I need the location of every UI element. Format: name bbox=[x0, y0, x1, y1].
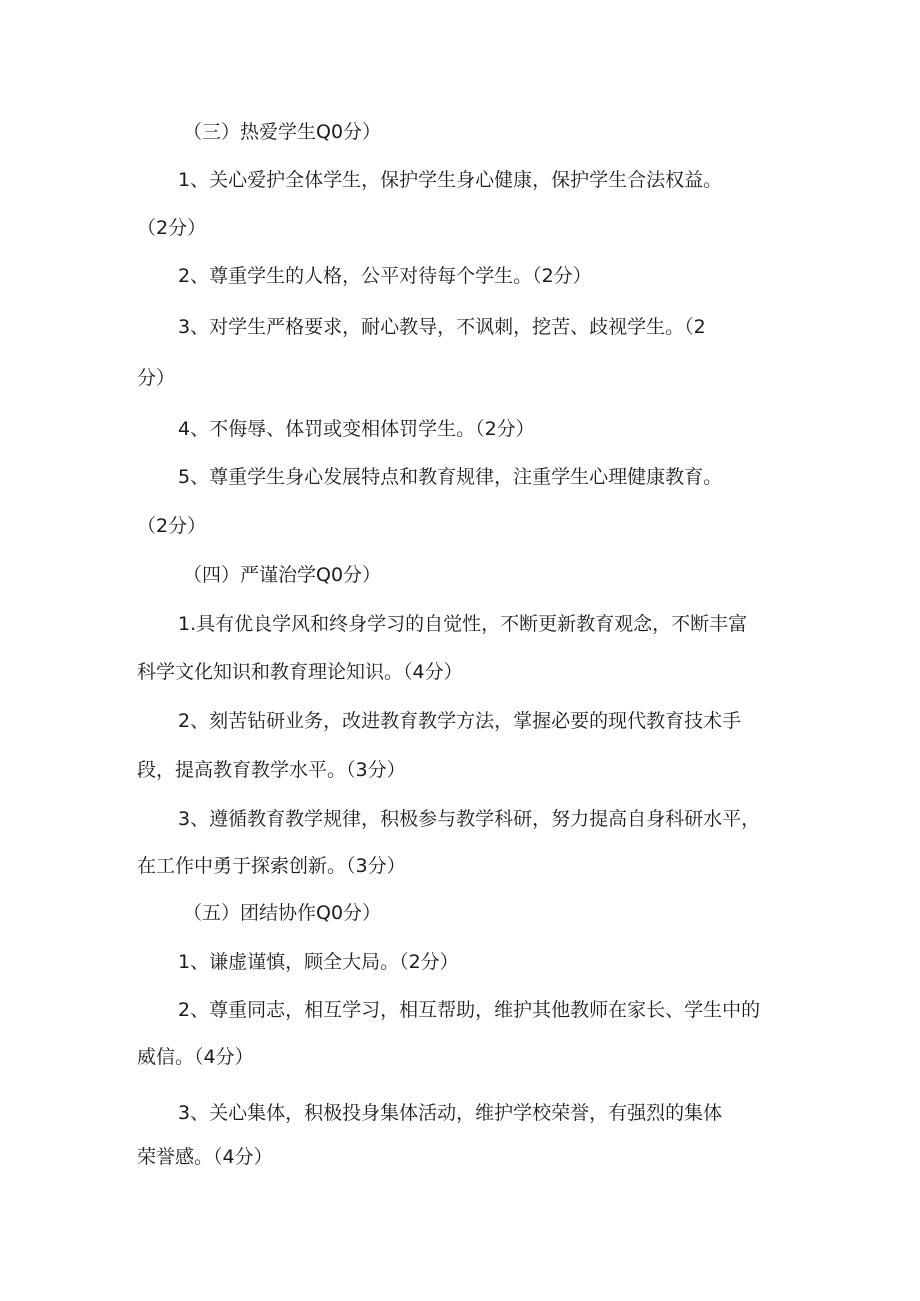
list-item-5-2-line-1: 2、尊重同志，相互学习，相互帮助，维护其他教师在家长、学生中的 bbox=[178, 999, 761, 1021]
list-item-3-1-line-2: （2分） bbox=[137, 217, 207, 239]
list-item-3-1-line-1: 1、关心爱护全体学生，保护学生身心健康，保护学生合法权益。 bbox=[178, 169, 723, 191]
section-heading-4: （四）严谨治学Q0分） bbox=[183, 564, 382, 586]
list-item-4-1-line-1: 1.具有优良学风和终身学习的自觉性，不断更新教育观念，不断丰富 bbox=[178, 613, 748, 635]
list-item-4-2-line-1: 2、刻苦钻研业务，改进教育教学方法，掌握必要的现代教育技术手 bbox=[178, 710, 742, 732]
list-item-4-3-line-1: 3、遵循教育教学规律，积极参与教学科研，努力提高自身科研水平， bbox=[178, 808, 761, 830]
list-item-4-3-line-2: 在工作中勇于探索创新。（3分） bbox=[137, 855, 406, 877]
list-item-5-3-line-1: 3、关心集体，积极投身集体活动，维护学校荣誉，有强烈的集体 bbox=[178, 1102, 723, 1124]
section-heading-3: （三）热爱学生Q0分） bbox=[183, 121, 382, 143]
list-item-3-3-line-1: 3、对学生严格要求，耐心教导，不讽刺，挖苦、歧视学生。（2 bbox=[178, 316, 706, 338]
list-item-3-5-line-1: 5、尊重学生身心发展特点和教育规律，注重学生心理健康教育。 bbox=[178, 466, 723, 488]
list-item-3-5-line-2: （2分） bbox=[137, 515, 207, 537]
list-item-3-2-line-1: 2、尊重学生的人格，公平对待每个学生。（2分） bbox=[178, 265, 592, 287]
list-item-4-2-line-2: 段，提高教育教学水平。（3分） bbox=[137, 759, 406, 781]
list-item-5-2-line-2: 威信。（4分） bbox=[137, 1046, 254, 1068]
list-item-3-4-line-1: 4、不侮辱、体罚或变相体罚学生。（2分） bbox=[178, 418, 535, 440]
list-item-5-1-line-1: 1、谦虚谨慎，顾全大局。（2分） bbox=[178, 951, 459, 973]
list-item-5-3-line-2: 荣誉感。（4分） bbox=[137, 1146, 273, 1168]
list-item-4-1-line-2: 科学文化知识和教育理论知识。（4分） bbox=[137, 661, 463, 683]
list-item-3-3-line-2: 分） bbox=[137, 367, 176, 389]
section-heading-5: （五）团结协作Q0分） bbox=[183, 902, 382, 924]
